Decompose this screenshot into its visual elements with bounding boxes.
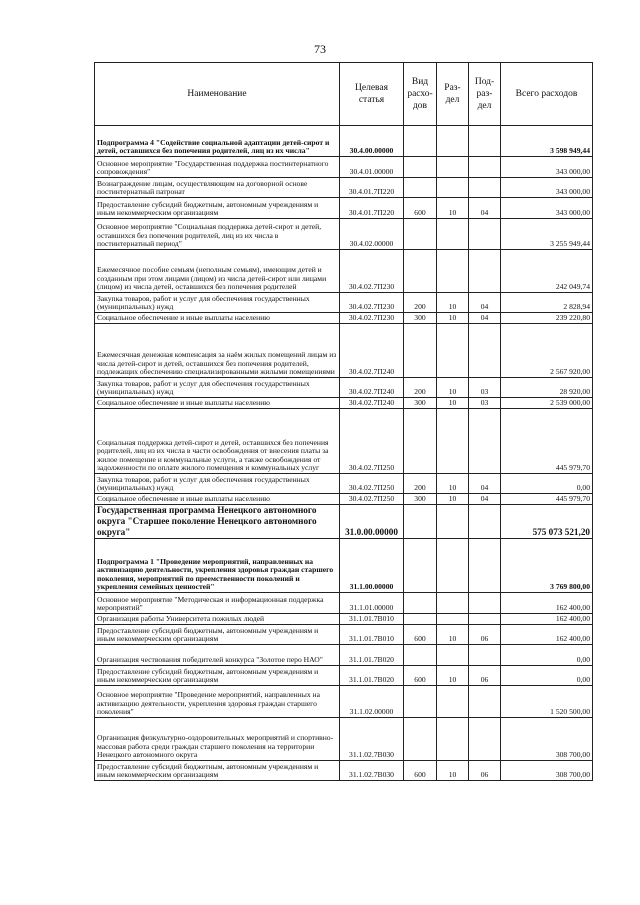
cell-expense-kind: 300 xyxy=(404,398,437,409)
cell-target-article: 31.1.02.00000 xyxy=(340,686,404,718)
cell-target-article: 30.4.02.7П250 xyxy=(340,409,404,474)
cell-subsection xyxy=(469,324,501,378)
cell-section xyxy=(437,250,469,293)
cell-section: 10 xyxy=(437,474,469,494)
cell-expense-kind: 200 xyxy=(404,474,437,494)
cell-expense-kind xyxy=(404,324,437,378)
cell-name: Предоставление субсидий бюджетным, автономным учреждениям и иным некоммерческим организациям xyxy=(95,666,340,686)
cell-total: 445 979,70 xyxy=(501,409,593,474)
cell-subsection xyxy=(469,718,501,761)
table-header-row xyxy=(95,63,593,126)
cell-target-article: 30.4.02.7П230 xyxy=(340,293,404,313)
cell-total: 1 520 500,00 xyxy=(501,686,593,718)
cell-section xyxy=(437,178,469,198)
header-kind: Вид расхо-дов xyxy=(404,63,437,126)
cell-expense-kind xyxy=(404,250,437,293)
table-row xyxy=(95,409,593,474)
table-row xyxy=(95,666,593,686)
cell-name: Ежемесячная денежная компенсация за наём жилых помещений лицам из числа детей-сирот и детей, оставшихся без попечения родителей, подлежащих обеспечению специализированными жилыми помещениями xyxy=(95,324,340,378)
cell-subsection: 03 xyxy=(469,398,501,409)
cell-expense-kind xyxy=(404,157,437,178)
cell-target-article: 31.1.01.7В010 xyxy=(340,625,404,645)
cell-name: Организация физкультурно-оздоровительных мероприятий и спортивно-массовая работа среди граждан старшего поколения на территории Ненецкого автономного округа xyxy=(95,718,340,761)
cell-expense-kind: 600 xyxy=(404,198,437,219)
cell-subsection: 04 xyxy=(469,293,501,313)
cell-expense-kind: 600 xyxy=(404,666,437,686)
cell-section xyxy=(437,686,469,718)
cell-total: 162 400,00 xyxy=(501,593,593,614)
cell-target-article: 30.4.00.00000 xyxy=(340,126,404,157)
table-row xyxy=(95,645,593,666)
cell-section: 10 xyxy=(437,625,469,645)
cell-section xyxy=(437,593,469,614)
cell-expense-kind xyxy=(404,539,437,593)
cell-total: 239 220,80 xyxy=(501,313,593,324)
cell-subsection: 06 xyxy=(469,625,501,645)
cell-name: Основное мероприятие "Проведение мероприятий, направленных на активизацию деятельности, укрепления здоровья граждан старшего поколения" xyxy=(95,686,340,718)
cell-name: Государственная программа Ненецкого автономного округа "Старшее поколение Ненецкого автономного округа" xyxy=(95,505,340,539)
cell-expense-kind: 300 xyxy=(404,494,437,505)
cell-target-article: 30.4.02.7П240 xyxy=(340,398,404,409)
cell-expense-kind: 200 xyxy=(404,378,437,398)
cell-section xyxy=(437,324,469,378)
table-body xyxy=(95,126,593,781)
cell-expense-kind xyxy=(404,593,437,614)
cell-target-article: 30.4.02.7П230 xyxy=(340,313,404,324)
cell-total: 2 567 920,00 xyxy=(501,324,593,378)
cell-section: 10 xyxy=(437,198,469,219)
cell-total: 242 049,74 xyxy=(501,250,593,293)
cell-name: Основное мероприятие "Методическая и информационная поддержка мероприятий" xyxy=(95,593,340,614)
cell-total: 3 598 949,44 xyxy=(501,126,593,157)
cell-section: 10 xyxy=(437,666,469,686)
cell-total: 2 539 000,00 xyxy=(501,398,593,409)
cell-name: Закупка товаров, работ и услуг для обеспечения государственных (муниципальных) нужд xyxy=(95,378,340,398)
header-target: Целевая статья xyxy=(340,63,404,126)
table-row xyxy=(95,505,593,539)
cell-expense-kind xyxy=(404,409,437,474)
cell-section: 10 xyxy=(437,398,469,409)
cell-subsection: 03 xyxy=(469,378,501,398)
cell-name: Предоставление субсидий бюджетным, автономным учреждениям и иным некоммерческим организациям xyxy=(95,198,340,219)
cell-target-article: 30.4.02.7П240 xyxy=(340,324,404,378)
cell-total: 343 000,00 xyxy=(501,157,593,178)
cell-total: 308 700,00 xyxy=(501,761,593,781)
table-row xyxy=(95,378,593,398)
cell-subsection xyxy=(469,593,501,614)
cell-name: Социальное обеспечение и иные выплаты населению xyxy=(95,494,340,505)
cell-total: 343 000,00 xyxy=(501,198,593,219)
cell-total: 162 400,00 xyxy=(501,625,593,645)
cell-target-article: 31.1.01.7В010 xyxy=(340,614,404,625)
cell-section xyxy=(437,539,469,593)
cell-total: 3 255 949,44 xyxy=(501,219,593,250)
cell-name: Подпрограмма 4 "Содействие социальной адаптации детей-сирот и детей, оставшихся без попечения родителей, лиц из их числа" xyxy=(95,126,340,157)
table-row xyxy=(95,593,593,614)
table-row xyxy=(95,313,593,324)
cell-subsection: 06 xyxy=(469,666,501,686)
cell-section xyxy=(437,505,469,539)
cell-expense-kind xyxy=(404,718,437,761)
cell-expense-kind xyxy=(404,126,437,157)
cell-subsection xyxy=(469,157,501,178)
table-row xyxy=(95,494,593,505)
cell-name: Организация работы Университета пожилых людей xyxy=(95,614,340,625)
cell-subsection xyxy=(469,126,501,157)
table-row xyxy=(95,398,593,409)
table-row xyxy=(95,219,593,250)
cell-section xyxy=(437,409,469,474)
cell-expense-kind: 600 xyxy=(404,625,437,645)
cell-target-article: 31.1.01.7В020 xyxy=(340,666,404,686)
cell-section xyxy=(437,126,469,157)
cell-subsection: 04 xyxy=(469,474,501,494)
cell-total: 308 700,00 xyxy=(501,718,593,761)
cell-name: Закупка товаров, работ и услуг для обеспечения государственных (муниципальных) нужд xyxy=(95,293,340,313)
cell-target-article: 30.4.02.7П250 xyxy=(340,474,404,494)
cell-subsection: 04 xyxy=(469,313,501,324)
table-row xyxy=(95,474,593,494)
cell-section xyxy=(437,614,469,625)
page-number: 73 xyxy=(314,42,326,56)
cell-total: 445 979,70 xyxy=(501,494,593,505)
cell-total: 0,00 xyxy=(501,474,593,494)
cell-subsection: 06 xyxy=(469,761,501,781)
cell-total: 162 400,00 xyxy=(501,614,593,625)
table-row xyxy=(95,614,593,625)
table-row xyxy=(95,324,593,378)
cell-expense-kind: 600 xyxy=(404,761,437,781)
cell-target-article: 31.1.01.00000 xyxy=(340,593,404,614)
table-row xyxy=(95,625,593,645)
cell-target-article: 30.4.02.7П250 xyxy=(340,494,404,505)
table-row xyxy=(95,718,593,761)
cell-section xyxy=(437,718,469,761)
cell-target-article: 30.4.02.7П240 xyxy=(340,378,404,398)
cell-name: Вознаграждение лицам, осуществляющим на договорной основе постинтернатный патронат xyxy=(95,178,340,198)
cell-expense-kind xyxy=(404,645,437,666)
cell-name: Основное мероприятие "Социальная поддержка детей-сирот и детей, оставшихся без попечения родителей, лиц из их числа в постинтернатный период" xyxy=(95,219,340,250)
table-row xyxy=(95,157,593,178)
cell-target-article: 30.4.01.7П220 xyxy=(340,178,404,198)
header-total: Всего расходов xyxy=(501,63,593,126)
header-name: Наименование xyxy=(95,63,340,126)
cell-name: Социальная поддержка детей-сирот и детей, оставшихся без попечения родителей, лиц из их числа в части освобождения от внесения платы за жилое помещение и коммунальные услуги, а также освобождения от задолженности по оплате жилого помещения и коммунальных услуг xyxy=(95,409,340,474)
cell-subsection xyxy=(469,178,501,198)
cell-expense-kind xyxy=(404,219,437,250)
cell-subsection xyxy=(469,505,501,539)
budget-table xyxy=(94,62,593,781)
table-row xyxy=(95,198,593,219)
cell-section: 10 xyxy=(437,293,469,313)
cell-name: Основное мероприятие "Государственная поддержка постинтернатного сопровождения" xyxy=(95,157,340,178)
table-row xyxy=(95,126,593,157)
cell-expense-kind: 200 xyxy=(404,293,437,313)
table-row xyxy=(95,686,593,718)
cell-name: Ежемесячное пособие семьям (неполным семьям), имеющим детей и созданным при этом лицами (лицом) из числа детей-сирот или лицами (лицом) из числа детей, оставшихся без попечения родителей xyxy=(95,250,340,293)
cell-subsection xyxy=(469,614,501,625)
table-row xyxy=(95,539,593,593)
cell-section: 10 xyxy=(437,494,469,505)
cell-target-article: 31.1.00.00000 xyxy=(340,539,404,593)
cell-subsection xyxy=(469,219,501,250)
cell-total: 343 000,00 xyxy=(501,178,593,198)
table-row xyxy=(95,250,593,293)
cell-total: 3 769 800,00 xyxy=(501,539,593,593)
cell-name: Предоставление субсидий бюджетным, автономным учреждениям и иным некоммерческим организациям xyxy=(95,761,340,781)
cell-target-article: 31.1.01.7В020 xyxy=(340,645,404,666)
cell-total: 28 920,00 xyxy=(501,378,593,398)
cell-expense-kind: 300 xyxy=(404,313,437,324)
cell-total: 575 073 521,20 xyxy=(501,505,593,539)
cell-section: 10 xyxy=(437,378,469,398)
cell-target-article: 31.0.00.00000 xyxy=(340,505,404,539)
cell-expense-kind xyxy=(404,505,437,539)
cell-subsection: 04 xyxy=(469,494,501,505)
cell-section xyxy=(437,157,469,178)
cell-total: 0,00 xyxy=(501,666,593,686)
cell-target-article: 30.4.01.7П220 xyxy=(340,198,404,219)
cell-target-article: 30.4.02.7П230 xyxy=(340,250,404,293)
cell-subsection: 04 xyxy=(469,198,501,219)
cell-name: Подпрограмма 1 "Проведение мероприятий, направленных на активизацию деятельности, укрепления здоровья граждан старшего поколения, мероприятий по преемственности поколений и укрепления семейных ценностей" xyxy=(95,539,340,593)
cell-expense-kind xyxy=(404,614,437,625)
cell-expense-kind xyxy=(404,178,437,198)
header-subsection: Под-раз-дел xyxy=(469,63,501,126)
cell-section: 10 xyxy=(437,313,469,324)
cell-name: Социальное обеспечение и иные выплаты населению xyxy=(95,313,340,324)
cell-subsection xyxy=(469,686,501,718)
cell-name: Социальное обеспечение и иные выплаты населению xyxy=(95,398,340,409)
table-row xyxy=(95,178,593,198)
cell-target-article: 31.1.02.7В030 xyxy=(340,718,404,761)
cell-target-article: 30.4.01.00000 xyxy=(340,157,404,178)
cell-section: 10 xyxy=(437,761,469,781)
cell-name: Организация чествования победителей конкурса "Золотое перо НАО" xyxy=(95,645,340,666)
cell-subsection xyxy=(469,409,501,474)
cell-name: Предоставление субсидий бюджетным, автономным учреждениям и иным некоммерческим организациям xyxy=(95,625,340,645)
cell-subsection xyxy=(469,645,501,666)
cell-subsection xyxy=(469,250,501,293)
cell-section xyxy=(437,219,469,250)
cell-target-article: 30.4.02.00000 xyxy=(340,219,404,250)
cell-target-article: 31.1.02.7В030 xyxy=(340,761,404,781)
cell-section xyxy=(437,645,469,666)
cell-subsection xyxy=(469,539,501,593)
table-row xyxy=(95,761,593,781)
header-section: Раз-дел xyxy=(437,63,469,126)
cell-total: 0,00 xyxy=(501,645,593,666)
cell-total: 2 828,94 xyxy=(501,293,593,313)
cell-expense-kind xyxy=(404,686,437,718)
table-row xyxy=(95,293,593,313)
cell-name: Закупка товаров, работ и услуг для обеспечения государственных (муниципальных) нужд xyxy=(95,474,340,494)
